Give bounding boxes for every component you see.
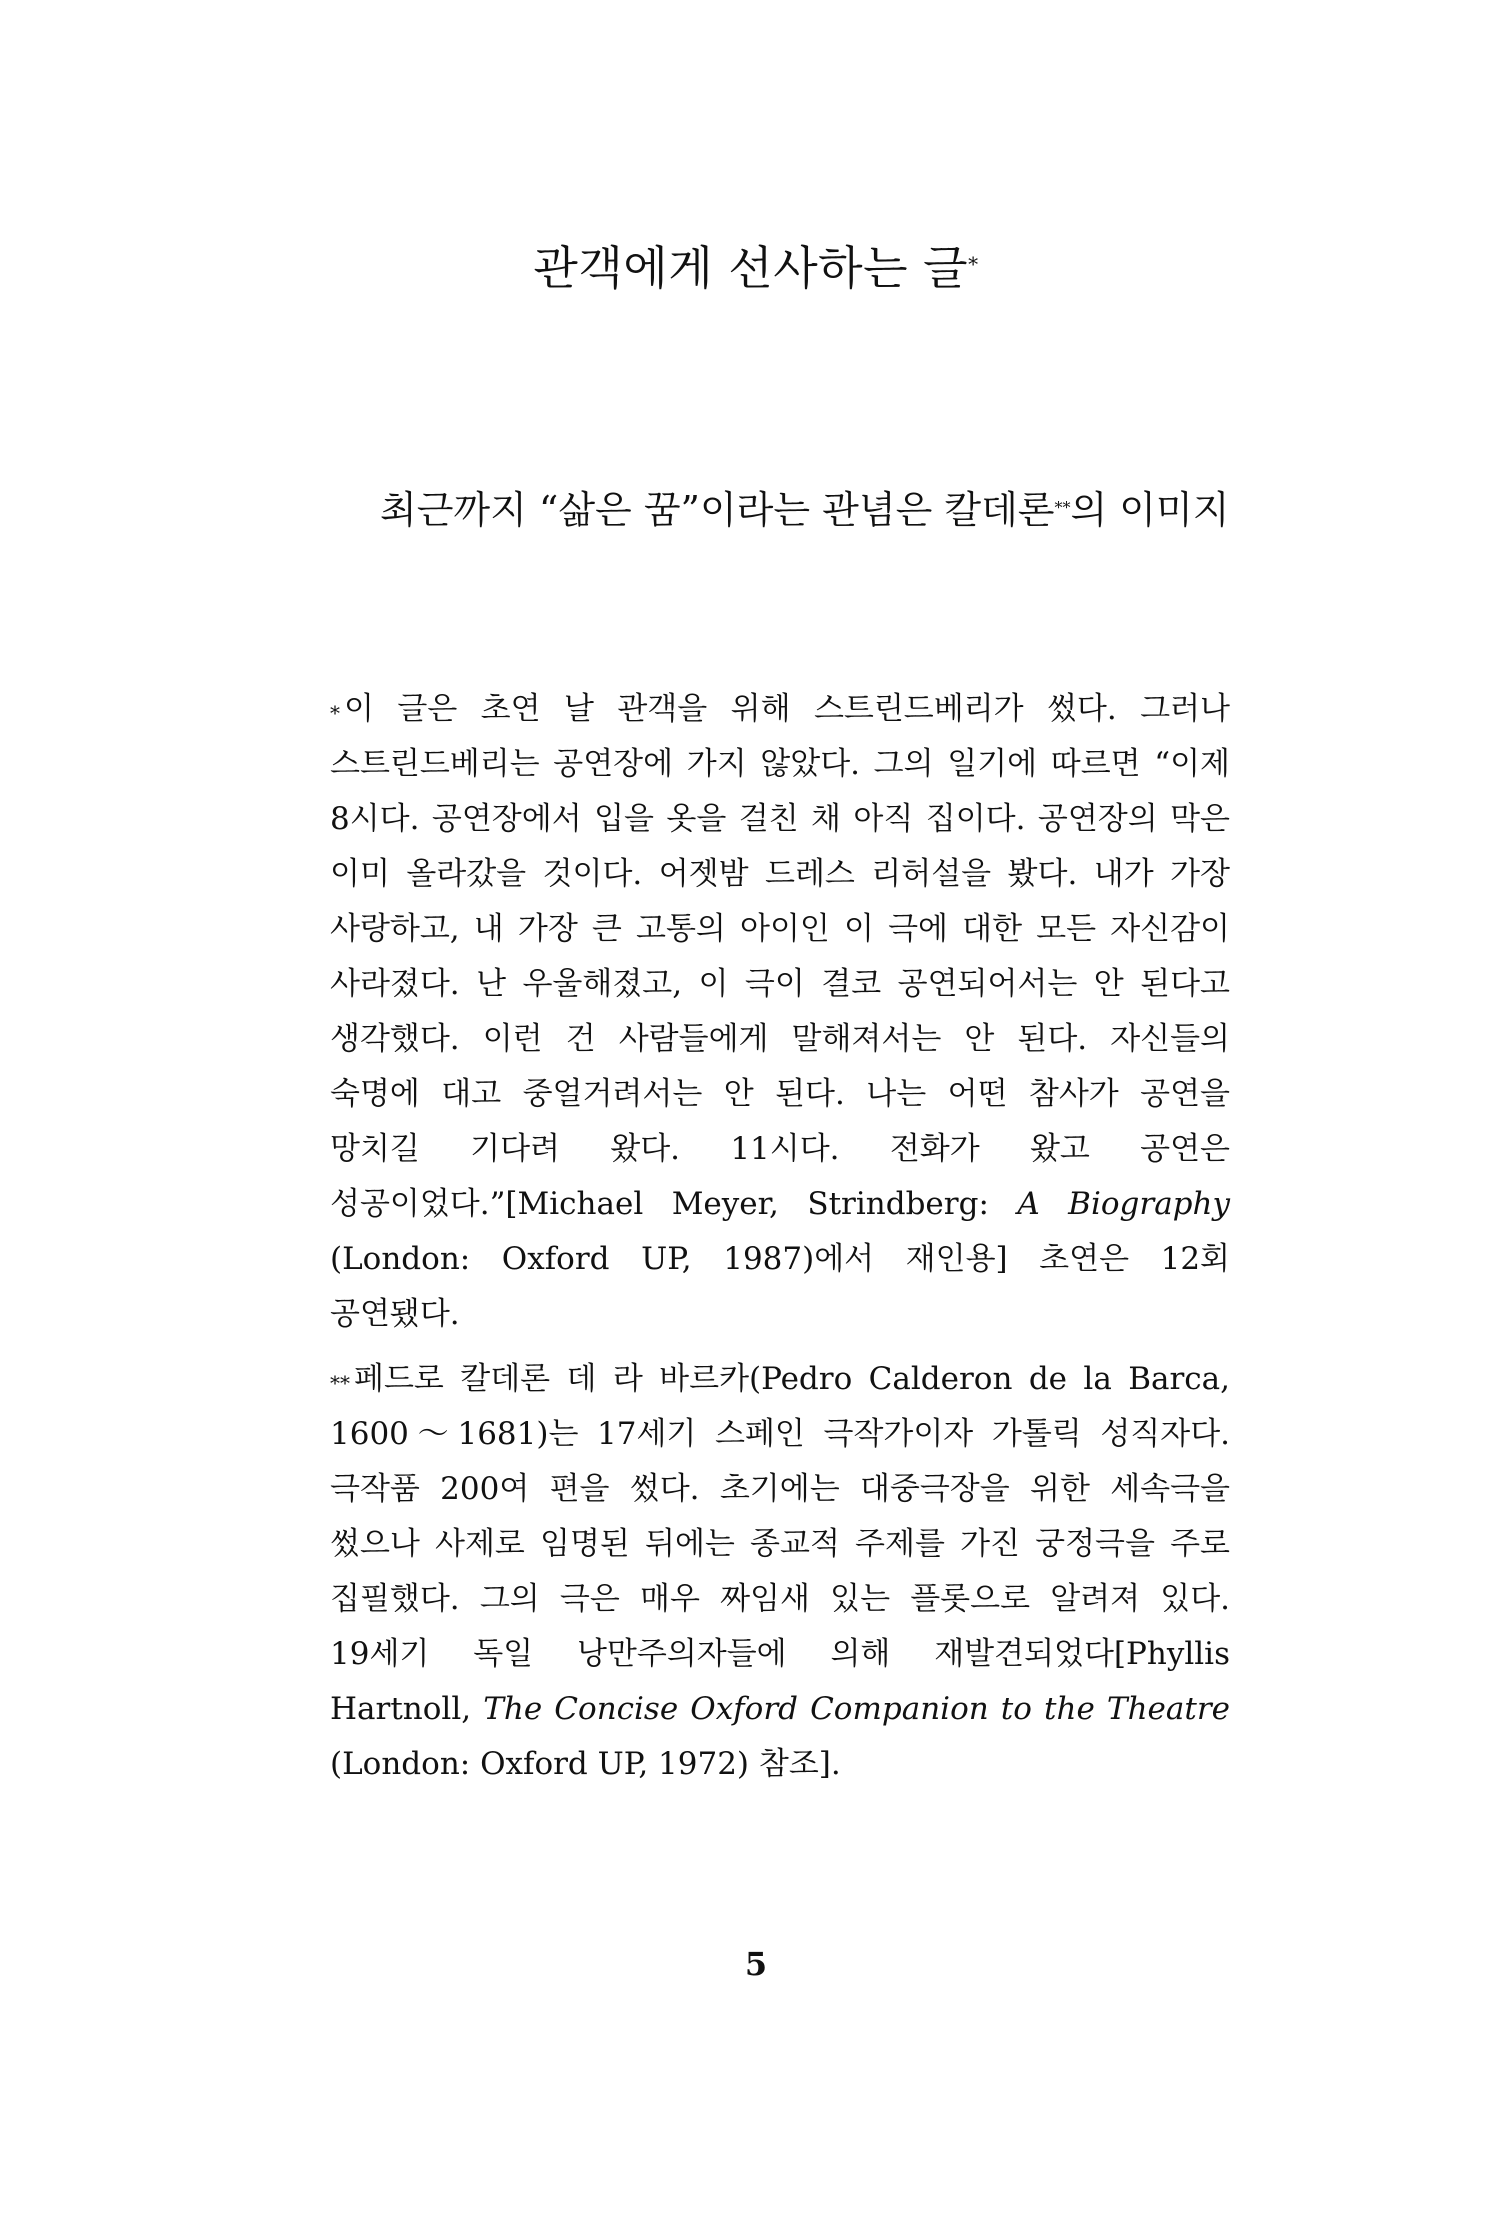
footnote-2-italic: The Concise Oxford Companion to the Theatre: [483, 1691, 1230, 1727]
footnote-2-text-end: (London: Oxford UP, 1972) 참조].: [330, 1746, 841, 1782]
lead-paragraph: [380, 482, 1260, 538]
page-number: 5: [744, 1945, 768, 1983]
footnote-1-text: 이 글은 초연 날 관객을 위해 스트린드베리가 썼다. 그러나 스트린드베리는 공연장에 가지 않았다. 그의 일기에 따르면 “이제 8시다. 공연장에서 입을 옷을 걸친 채 아직 집이다. 공연장의 막은 이미 올라갔을 것이다. 어젯밤 드레스 리허설을 봤다. 내가 가장 사랑하고, 내 가장 큰 고통의 아이인 이 극에 대한 모든 자신감이 사라졌다. 난 우울해졌고, 이 극이 결코 공연되어서는 안 된다고 생각했다. 이런 건 사람들에게 말해져서는 안 된다. 자신들의 숙명에 대고 중얼거려서는 안 된다. 나는 어떤 참사가 공연을 망치길 기다려 왔다. 11시다. 전화가 왔고 공연은 성공이었다.”[Michael Meyer, Strindberg:: [330, 691, 1230, 1222]
chapter-title-text: 관객에게 선사하는 글: [533, 241, 969, 295]
footnote-1-text-end: (London: Oxford UP, 1987)에서 재인용] 초연은 12회 공연됐다.: [330, 1241, 1230, 1332]
footnote-2-text: 페드로 칼데론 데 라 바르카(Pedro Calderon de la Barca, 1600～1681)는 17세기 스페인 극작가이자 가톨릭 성직자다. 극작품 200여 편을 썼다. 초기에는 대중극장을 위한 세속극을 썼으나 사제로 임명된 뒤에는 종교적 주제를 가진 궁정극을 주로 집필했다. 그의 극은 매우 짜임새 있는 플롯으로 알려져 있다. 19세기 독일 낭만주의자들에 의해 재발견되었다[Phyllis Hartnoll,: [330, 1361, 1230, 1727]
lead-text-part1: 최근까지 “삶은 꿈”이라는 관념은 칼데론: [380, 488, 1055, 532]
footnote-1: [330, 682, 1230, 1342]
footnote-marker-title: *: [968, 252, 979, 276]
footnotes: [330, 682, 1230, 1802]
footnote-1-marker: *: [330, 701, 340, 725]
footnote-2-marker: **: [330, 1371, 350, 1395]
footnote-marker-lead: **: [1054, 498, 1071, 517]
footnote-1-italic: A Biography: [1017, 1186, 1231, 1222]
chapter-title: [0, 238, 1512, 298]
lead-text-part2: 의 이미지: [1070, 488, 1230, 532]
footnote-2: [330, 1352, 1230, 1792]
